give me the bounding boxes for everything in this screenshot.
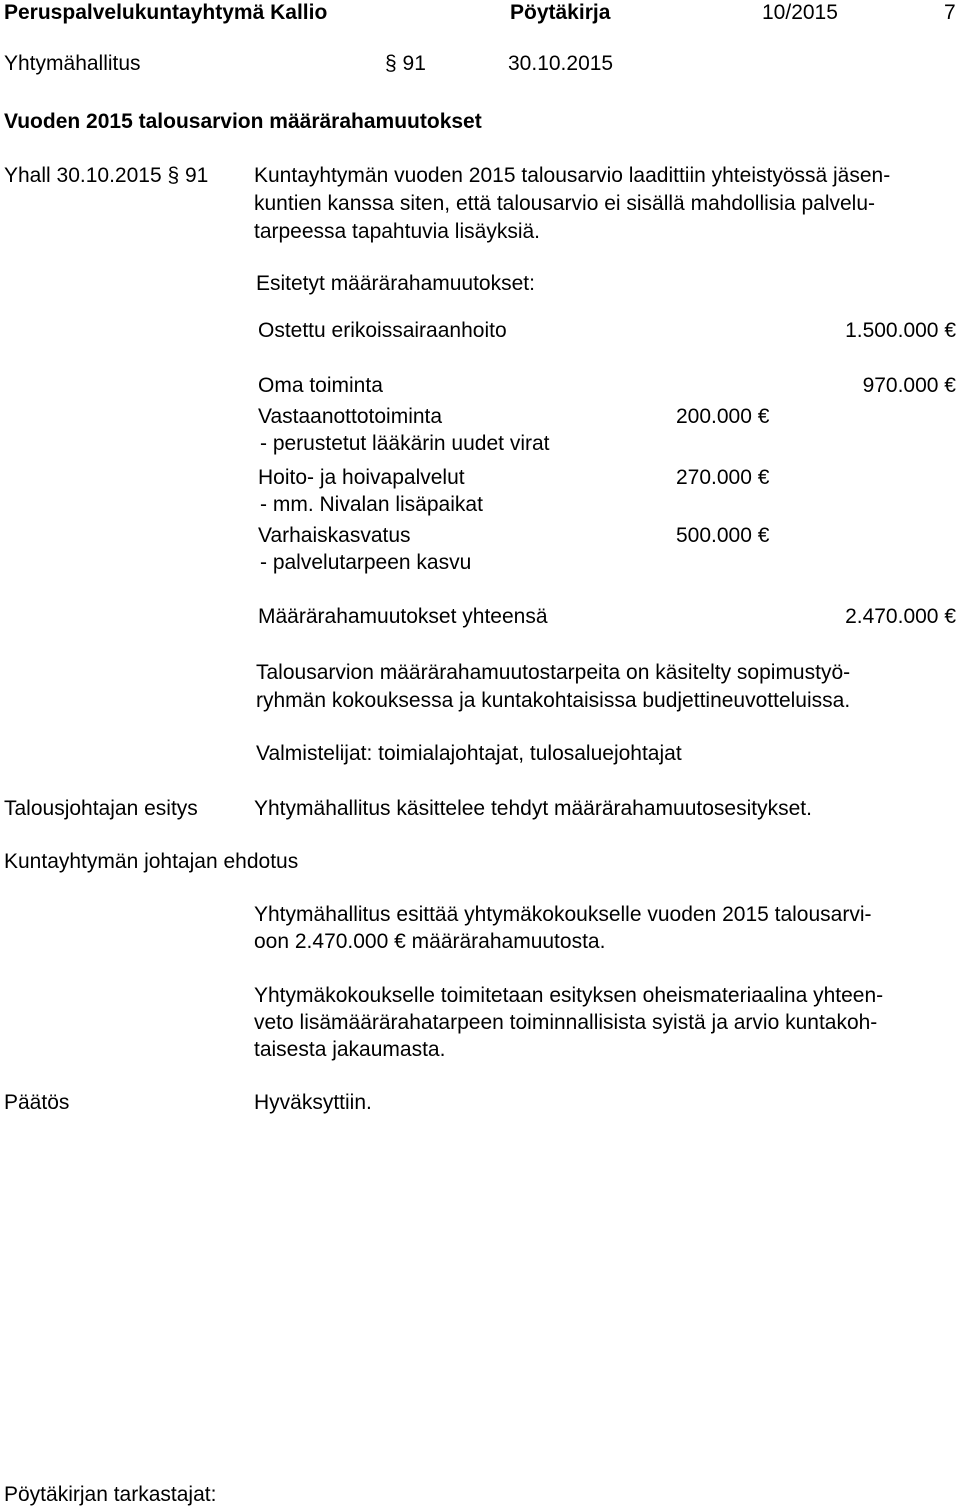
footer-signers: Pöytäkirjan tarkastajat: <box>4 1483 217 1506</box>
preparers: Valmistelijat: toimialajohtajat, tulosaluejohtajat <box>256 742 682 765</box>
item-note: - perustetut lääkärin uudet virat <box>260 432 550 455</box>
section-number: § 91 <box>385 52 426 75</box>
org-name: Peruspalvelukuntayhtymä Kallio <box>4 1 328 24</box>
decision-label: Päätös <box>4 1091 70 1114</box>
page-title: Vuoden 2015 talousarvion määrärahamuutokset <box>4 110 482 133</box>
item-amount: 970.000 € <box>862 374 956 397</box>
decision-text: Hyväksyttiin. <box>254 1091 372 1114</box>
finance-label: Talousjohtajan esitys <box>4 797 198 820</box>
intro-line: kuntien kanssa siten, että talousarvio ei sisällä mahdollisia palvelu- <box>254 192 875 215</box>
meeting-date: 30.10.2015 <box>508 52 614 75</box>
intro-line: Kuntayhtymän vuoden 2015 talousarvio laadittiin yhteistyössä jäsen- <box>254 164 891 187</box>
total-amount: 2.470.000 € <box>845 605 956 628</box>
total-label: Määrärahamuutokset yhteensä <box>258 605 548 628</box>
director-line: Yhtymähallitus esittää yhtymäkokoukselle vuoden 2015 talousarvi- <box>254 903 872 926</box>
discussion-line: Talousarvion määrärahamuutostarpeita on käsitelty sopimustyö- <box>256 661 851 684</box>
doc-number: 10/2015 <box>762 1 838 24</box>
director-line: oon 2.470.000 € määrärahamuutosta. <box>254 930 606 953</box>
reference: Yhall 30.10.2015 § 91 <box>4 164 209 187</box>
item-label: Hoito- ja hoivapalvelut <box>258 466 465 489</box>
director-line: veto lisämäärärahatarpeen toiminnallisista syistä ja arvio kuntakoh- <box>254 1011 878 1034</box>
discussion-line: ryhmän kokouksessa ja kuntakohtaisissa budjettineuvotteluissa. <box>256 689 851 712</box>
item-amount: 270.000 € <box>676 466 770 489</box>
item-label: Varhaiskasvatus <box>258 524 411 547</box>
item-label: Oma toiminta <box>258 374 383 397</box>
director-line: taisesta jakaumasta. <box>254 1038 446 1061</box>
proposed-heading: Esitetyt määrärahamuutokset: <box>256 272 535 295</box>
item-amount: 1.500.000 € <box>845 319 956 342</box>
director-line: Yhtymäkokoukselle toimitetaan esityksen oheismateriaalina yhteen- <box>254 984 884 1007</box>
item-label: Vastaanottotoiminta <box>258 405 443 428</box>
director-label: Kuntayhtymän johtajan ehdotus <box>4 850 299 873</box>
item-amount: 500.000 € <box>676 524 770 547</box>
item-note: - mm. Nivalan lisäpaikat <box>260 493 483 516</box>
item-label: Ostettu erikoissairaanhoito <box>258 319 507 342</box>
meeting-body: Yhtymähallitus <box>4 52 141 75</box>
doc-type: Pöytäkirja <box>510 1 611 24</box>
intro-line: tarpeessa tapahtuvia lisäyksiä. <box>254 220 540 243</box>
item-note: - palvelutarpeen kasvu <box>260 551 472 574</box>
page-number: 7 <box>944 1 956 24</box>
item-amount: 200.000 € <box>676 405 770 428</box>
finance-text: Yhtymähallitus käsittelee tehdyt määrärahamuutosesitykset. <box>254 797 812 820</box>
